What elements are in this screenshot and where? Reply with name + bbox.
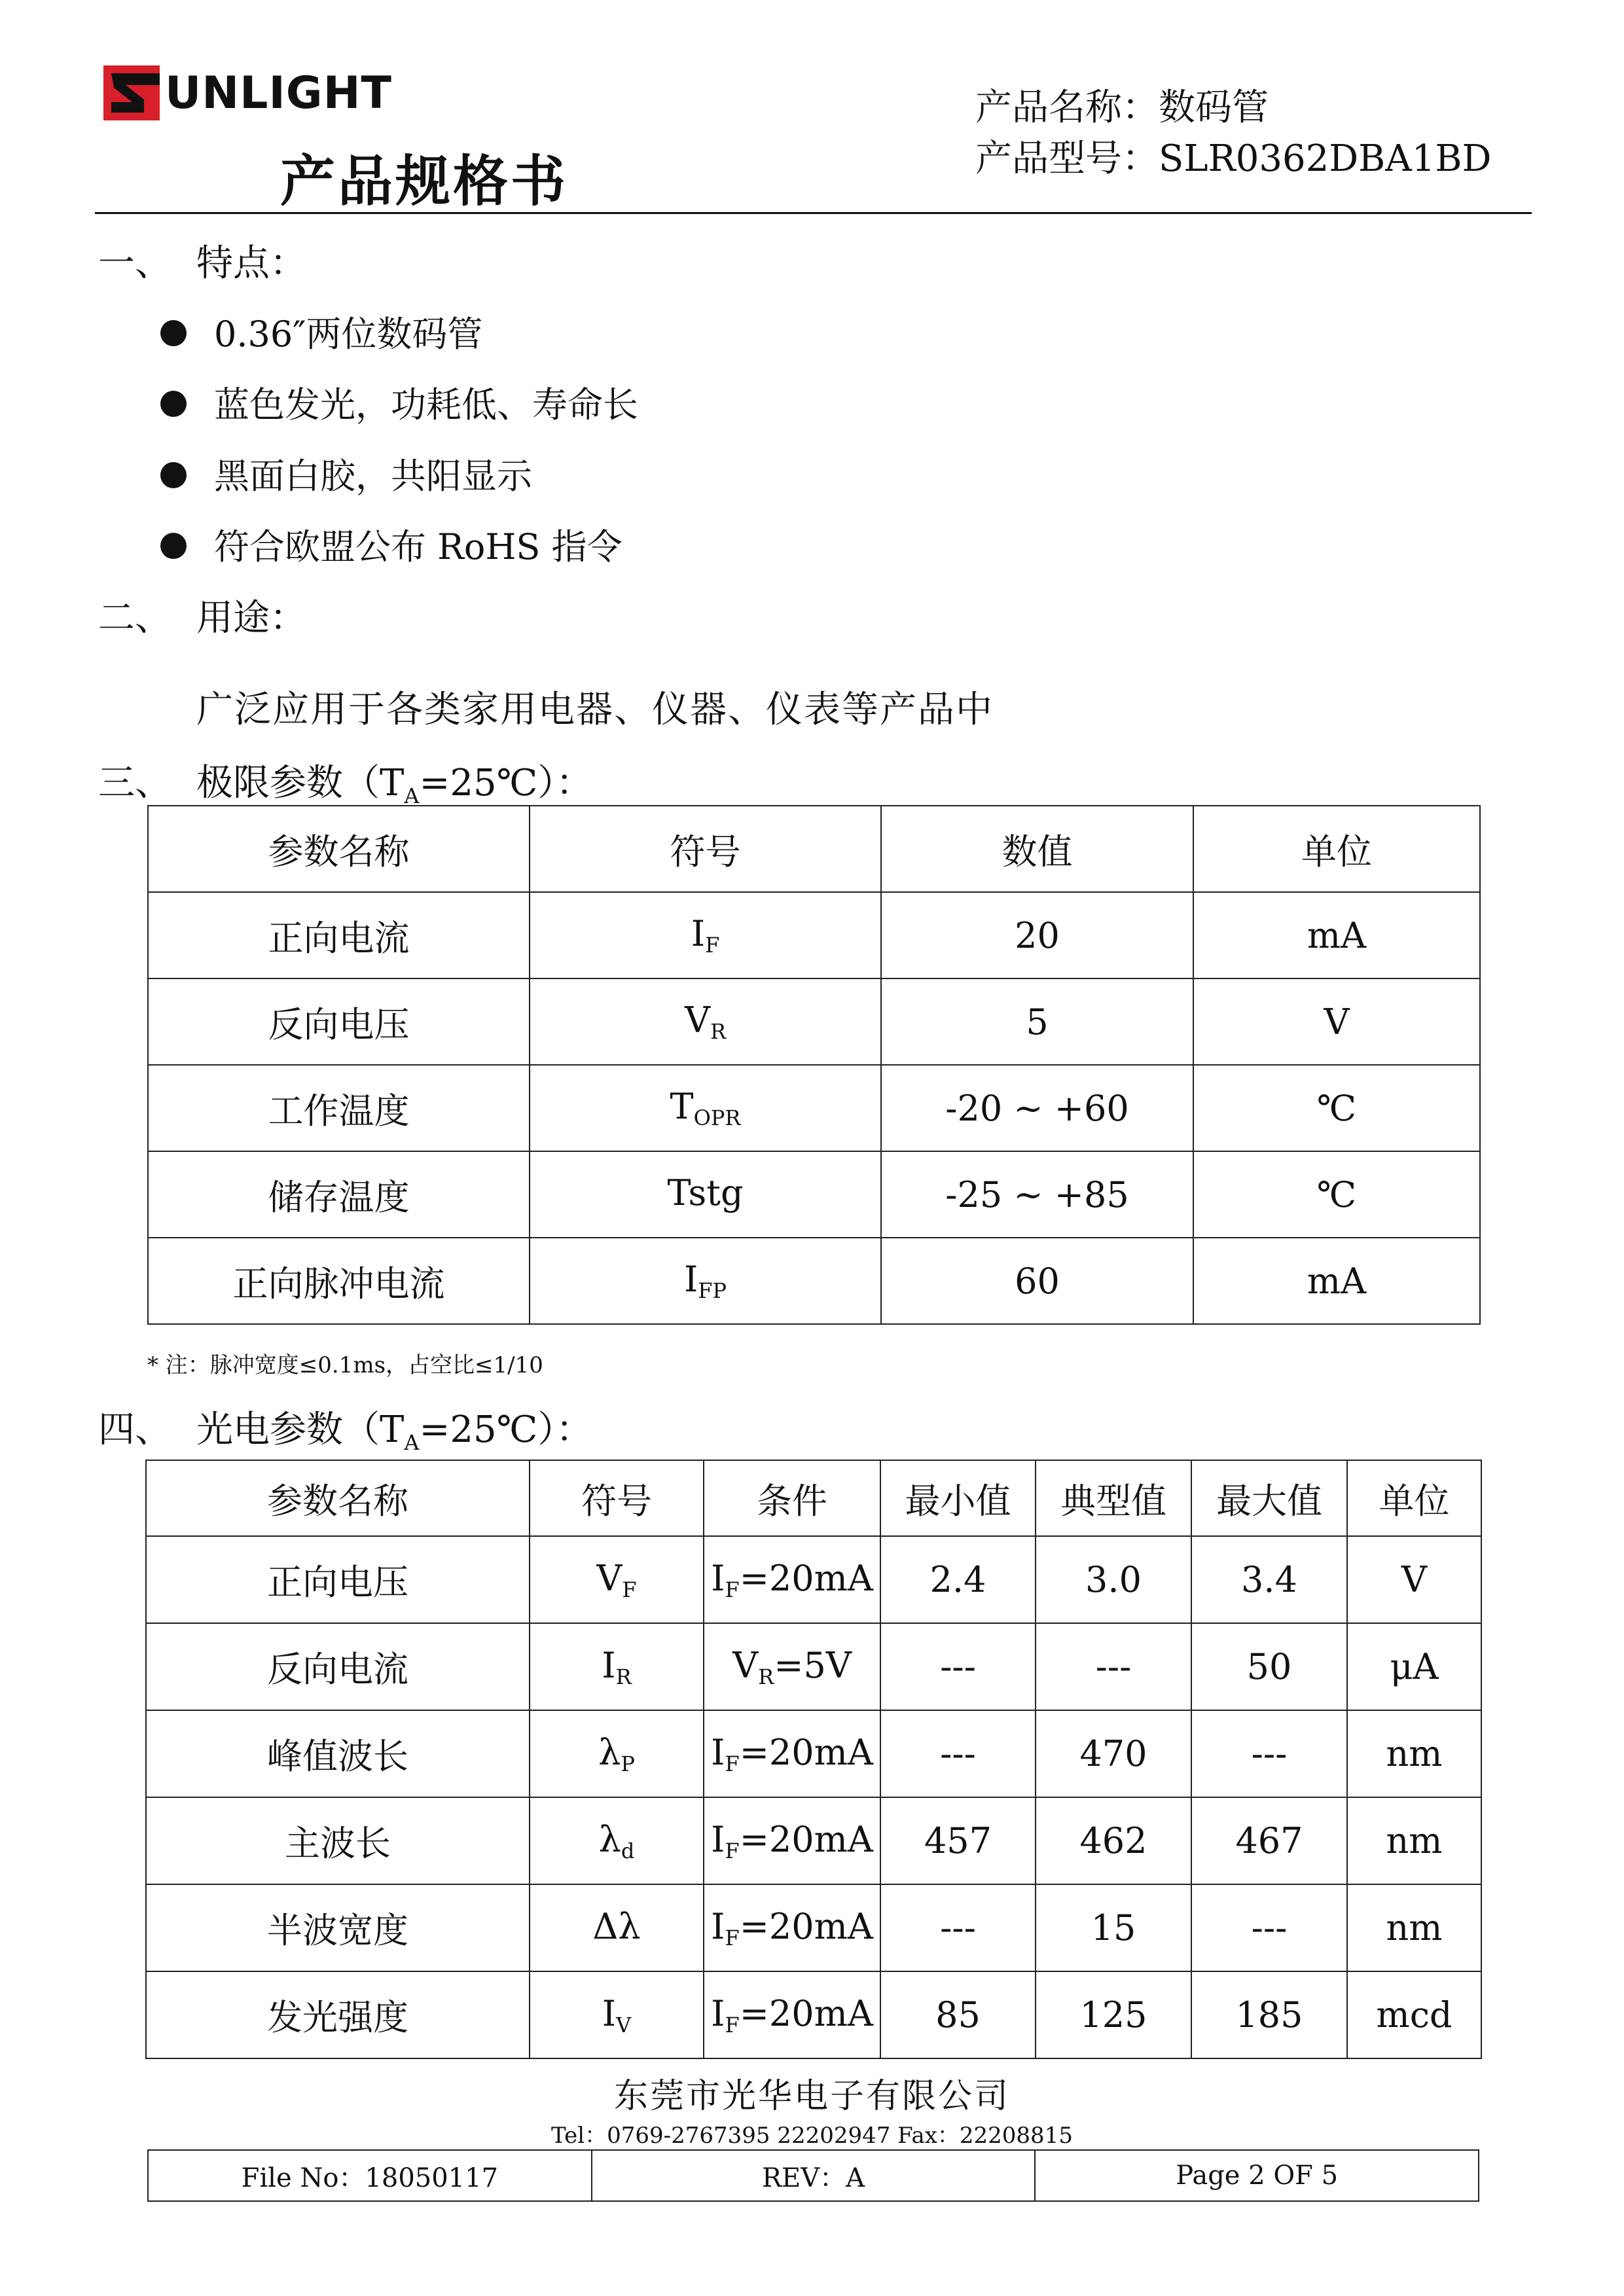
feature-item: 符合欧盟公布 RoHS 指令 — [160, 519, 623, 569]
section-features-heading — [98, 234, 306, 287]
company-name: 东莞市光华电子有限公司 — [613, 2077, 1010, 2116]
section-number: 一、 — [98, 242, 171, 285]
product-model-label: 产品型号： — [975, 137, 1159, 180]
table-row: 正向电压 $V_F$ $I_F=20mA$ 2.4 3.0 3.4 V — [146, 1536, 1481, 1623]
section-optical-heading: 四、 光电参数$(T_A=25℃)$： — [98, 1401, 592, 1455]
column-header: 条件 — [704, 1460, 880, 1536]
usage-text: 广泛应用于各类家用电器、仪器、仪表等产品中 — [196, 689, 994, 731]
optical-table — [145, 1460, 1482, 2059]
column-header: 数值 — [881, 806, 1193, 892]
section-title: 特点： — [196, 242, 306, 285]
table-row: 储存温度 Tstg -25 ~ +85 ℃ — [148, 1151, 1480, 1238]
section-number: 三、 — [98, 762, 171, 804]
table-header-row — [146, 1460, 1481, 1536]
table-row: 反向电流 $I_R$ $V_R=5V$ --- --- 50 μA — [146, 1623, 1481, 1710]
column-header: 参数名称 — [146, 1460, 530, 1536]
product-model: SLR0362DBA1BD — [1159, 137, 1492, 180]
table-row: 发光强度 $I_V$ $I_F=20mA$ 85 125 185 mcd — [146, 1971, 1481, 2058]
bullet-icon — [160, 391, 187, 417]
product-info — [975, 82, 1491, 185]
table-row: 半波宽度 Δλ $I_F=20mA$ --- 15 --- nm — [146, 1884, 1481, 1971]
table-row: 正向脉冲电流 $I_{FP}$ 60 mA — [148, 1238, 1480, 1324]
product-name-label: 产品名称： — [975, 86, 1159, 129]
page-number: Page 2 OF 5 — [1035, 2150, 1479, 2201]
limits-table — [147, 805, 1481, 1325]
bullet-icon — [160, 320, 187, 346]
column-header: 最大值 — [1191, 1460, 1347, 1536]
column-header: 单位 — [1347, 1460, 1481, 1536]
feature-item: 0.36″两位数码管 — [160, 306, 482, 357]
table-row: 工作温度 $T_{OPR}$ -20 ~ +60 ℃ — [148, 1065, 1480, 1151]
document-title: 产品规格书 — [280, 149, 569, 213]
file-number: File No：18050117 — [148, 2150, 592, 2201]
pulse-note: * 注：脉冲宽度≤0.1ms，占空比≤1/10 — [147, 1352, 543, 1378]
brand-logo — [103, 65, 392, 120]
column-header: 最小值 — [880, 1460, 1036, 1536]
feature-item: 黑面白胶，共阳显示 — [160, 448, 532, 499]
column-header: 典型值 — [1036, 1460, 1191, 1536]
bullet-icon — [160, 533, 187, 559]
section-limits-heading: 三、 极限参数$(T_A=25℃)$： — [98, 754, 592, 808]
product-name: 数码管 — [1159, 86, 1269, 129]
table-row: 主波长 $\lambda_d$ $I_F=20mA$ 457 462 467 nm — [146, 1797, 1481, 1884]
table-header-row — [148, 806, 1480, 892]
section-number: 二、 — [98, 597, 171, 639]
header-divider — [95, 212, 1532, 214]
column-header: 符号 — [530, 1460, 704, 1536]
table-row: 反向电压 $V_R$ 5 V — [148, 978, 1480, 1065]
column-header: 单位 — [1193, 806, 1480, 892]
feature-item: 蓝色发光，功耗低、寿命长 — [160, 377, 638, 427]
table-row: 正向电流 $I_F$ 20 mA — [148, 892, 1480, 978]
section-usage-heading — [98, 589, 306, 641]
table-row: 峰值波长 $\lambda_P$ $I_F=20mA$ --- 470 --- nm — [146, 1710, 1481, 1797]
bullet-icon — [160, 462, 187, 488]
contact-info: Tel：0769-2767395 22202947 Fax：22208815 — [551, 2123, 1073, 2149]
section-title: 用途： — [196, 597, 306, 639]
column-header: 参数名称 — [148, 806, 530, 892]
section-number: 四、 — [98, 1408, 171, 1451]
column-header: 符号 — [530, 806, 881, 892]
footer-info-table — [147, 2149, 1479, 2202]
brand-name: UNLIGHT — [165, 67, 392, 119]
sunlight-logo-icon — [103, 65, 160, 120]
revision: REV：A — [592, 2150, 1036, 2201]
